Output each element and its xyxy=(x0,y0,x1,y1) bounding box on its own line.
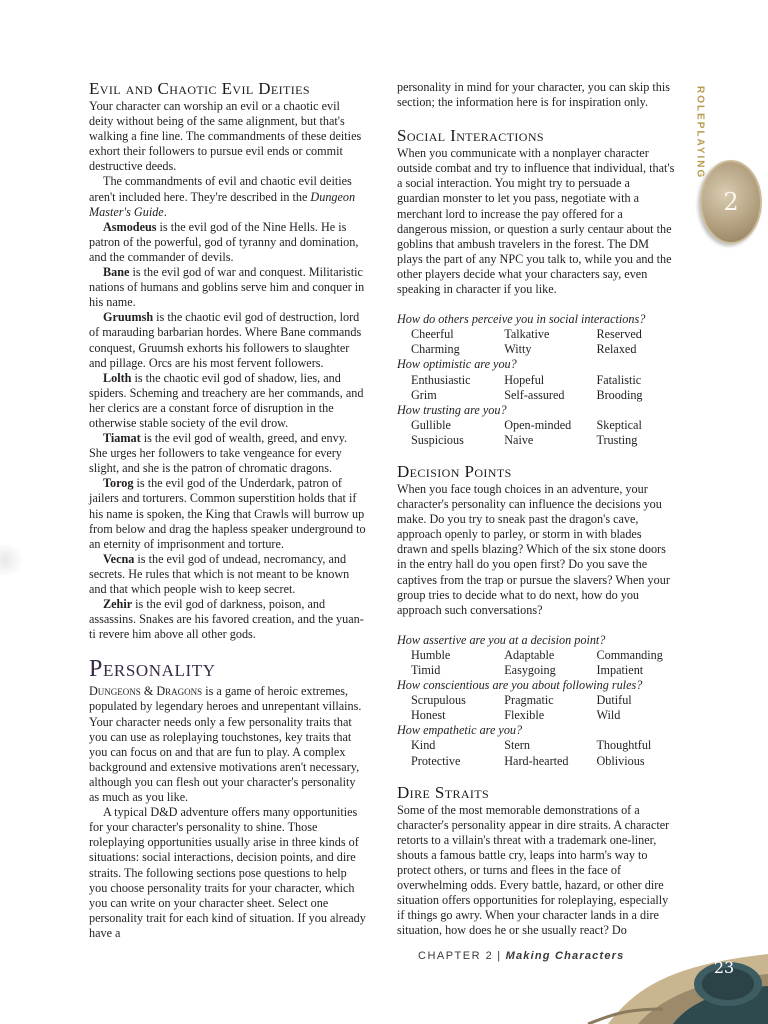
decision-questions xyxy=(397,633,675,769)
trait-row xyxy=(397,754,675,769)
trait-option: Grim xyxy=(411,387,437,402)
deity-name: Torog xyxy=(103,476,134,491)
trait-option: Hard-hearted xyxy=(504,753,569,768)
trait-option: Adaptable xyxy=(504,647,555,662)
trait-option: Dutiful xyxy=(596,693,632,708)
deity-name: Lolth xyxy=(103,370,132,385)
deity-description: is the evil god of wealth, greed, and envy. She urges her followers to take vengeance for every slight, and she is the patron of chromatic dragons. xyxy=(89,431,348,476)
trait-question: How conscientious are you about following rules? xyxy=(397,678,643,693)
trait-option: Impatient xyxy=(596,663,644,677)
deity-name: Vecna xyxy=(103,551,135,566)
trait-option: Wild xyxy=(596,708,621,723)
trait-option: Self-assured xyxy=(504,387,565,402)
trait-option: Kind xyxy=(411,738,436,753)
section-tab-label: ROLEPLAYING xyxy=(694,86,706,180)
personality-heading: Personality xyxy=(89,656,216,683)
trait-row xyxy=(397,373,675,388)
deity-entry xyxy=(89,265,366,310)
trait-question: How assertive are you at a decision point? xyxy=(397,632,606,647)
page-number: 23 xyxy=(713,958,735,977)
trait-row xyxy=(397,738,675,753)
trait-option: Witty xyxy=(504,342,532,357)
deity-name: Bane xyxy=(103,265,130,280)
deity-entry xyxy=(89,431,366,476)
deity-name: Tiamat xyxy=(103,431,141,446)
trait-option: Flexible xyxy=(504,708,545,723)
chapter-medallion xyxy=(700,160,762,244)
trait-option: Enthusiastic xyxy=(411,372,471,387)
trait-row xyxy=(397,418,675,433)
deity-description: is the evil god of the Nine Hells. He is patron of the powerful, god of tyranny and domination, and the commander of devils. xyxy=(89,219,359,264)
deity-entry xyxy=(89,476,366,551)
trait-option: Charming xyxy=(411,342,460,357)
trait-option: Cheerful xyxy=(411,327,454,342)
deity-entry xyxy=(89,310,366,370)
deity-description: is the evil god of undead, necromancy, and secrets. He rules that which is not meant to be known and that which people wish to keep secret. xyxy=(89,551,350,596)
trait-option: Scrupulous xyxy=(411,693,466,708)
deity-description: is the chaotic evil god of destruction, lord of marauding barbarian hordes. Where Bane commands conquest, Gruumsh exhorts his followers to slaughter and pillage. Orcs are his most fervent followers. xyxy=(89,310,362,370)
deity-name: Zehir xyxy=(103,597,133,612)
trait-option: Easygoing xyxy=(504,663,556,677)
decision-points-heading: Decision Points xyxy=(397,461,512,481)
trait-option: Stern xyxy=(504,738,530,753)
trait-row xyxy=(397,433,675,448)
trait-row xyxy=(397,708,675,723)
trait-option: Talkative xyxy=(504,327,550,342)
trait-option: Pragmatic xyxy=(504,693,554,708)
trait-option: Open-minded xyxy=(504,417,572,432)
chapter-number: 2 xyxy=(723,188,739,216)
deity-entry xyxy=(89,220,366,265)
dire-straits-text: Some of the most memorable demonstrations of a character's personality appear in dire straits. A character retorts to a villain's threat with a trademark one-liner, shouts a famous battle cry, leaps into harm's way to protect others, or turns and flees in the face of overwhelming odds. Every battle, hazard, or other dire situation offers opportunities for roleplaying, especially if things go awry. When your character lands in a dire situation, how does he or she usually react? Do xyxy=(397,802,670,938)
trait-row xyxy=(397,327,675,342)
trait-option: Relaxed xyxy=(596,342,637,357)
trait-option: Thoughtful xyxy=(596,738,652,753)
footer-chapter: CHAPTER 2 xyxy=(418,950,494,962)
trait-option: Naive xyxy=(504,432,534,447)
personality-situations: A typical D&D adventure offers many opportunities for your character's personality to shine. Those roleplaying opportunities usually arise in three kinds of situations: social interactions, decision points, and dire straits. The following sections pose questions to help you choose personality traits for your character, which you can write on your character sheet. Select one personality trait for each kind of situation. If you already have a xyxy=(89,805,366,940)
evil-deities-intro: Your character can worship an evil or a chaotic evil deity without being of the same alignment, but that's walking a fine line. The commandments of these deities exhort their followers to pursue evil ends or commit destructive deeds. xyxy=(89,99,362,174)
evil-deities-note: The commandments of evil and chaotic evil deities aren't included here. They're described in the Dungeon Master's Guide. xyxy=(89,174,356,219)
trait-option: Brooding xyxy=(596,387,643,402)
footer-separator: | xyxy=(497,950,502,962)
deity-entry xyxy=(89,597,366,642)
evil-deities-heading: Evil and Chaotic Evil Deities xyxy=(89,79,310,98)
trait-row xyxy=(397,388,675,403)
trait-option: Trusting xyxy=(596,432,638,447)
decision-points-text: When you face tough choices in an adventure, your character's personality can influence the decisions you make. Do you try to sneak past the dragon's cave, approach openly to parley, or storm in with blades drawn and spells blazing? Which of the six stone doors in the entry hall do you open first? Do you save the captives from the trap or pursue the slavers? When your group tries to decide what to do next, how do you approach such conversations? xyxy=(397,481,670,617)
trait-option: Skeptical xyxy=(596,417,642,432)
trait-option: Protective xyxy=(411,753,461,768)
left-column xyxy=(89,80,366,941)
trait-option: Hopeful xyxy=(504,372,545,387)
deity-entry xyxy=(89,371,366,431)
trait-option: Honest xyxy=(411,708,446,723)
deity-description: is the chaotic evil god of shadow, lies, and spiders. Scheming and treachery are her commands, and her clerics are a constant force of disruption in the otherwise stable society of the evil drow. xyxy=(89,370,364,430)
trait-option: Gullible xyxy=(411,417,451,432)
social-questions xyxy=(397,312,675,448)
game-title: Dungeons & Dragons xyxy=(89,684,203,699)
trait-question: How empathetic are you? xyxy=(397,723,523,738)
trait-row xyxy=(397,342,675,357)
right-column xyxy=(397,80,675,939)
trait-option: Reserved xyxy=(596,327,642,342)
footer-title: Making Characters xyxy=(505,950,625,962)
dmg-reference: Dungeon Master's Guide xyxy=(89,189,356,219)
deity-description: is the evil god of the Underdark, patron of jailers and torturers. Common superstition holds that if his name is spoken, the King that Crawls will burrow up from below and drag the hapless speaker underground to an eternity of imprisonment and torture. xyxy=(89,476,366,551)
trait-row xyxy=(397,648,675,663)
page-smudge xyxy=(0,545,26,575)
trait-row xyxy=(397,693,675,708)
trait-row xyxy=(397,663,675,678)
personality-continuation: personality in mind for your character, you can skip this section; the information here is for inspiration only. xyxy=(397,80,670,110)
deity-name: Gruumsh xyxy=(103,310,154,325)
social-interactions-heading: Social Interactions xyxy=(397,126,544,146)
deity-name: Asmodeus xyxy=(103,219,157,234)
deity-description: is the evil god of war and conquest. Militaristic nations of humans and goblins serve him and conquer in his name. xyxy=(89,265,365,310)
trait-option: Fatalistic xyxy=(596,372,642,387)
social-interactions-text: When you communicate with a nonplayer character outside combat and try to influence that individual, that's a social interaction. You might try to persuade a guardian monster to let you pass, negotiate with a merchant lord to increase the pay offered for a dangerous mission, or question a surly centaur about the goblins that ambush travelers in the forest. The DM plays the part of any NPC you talk to, while you and the other players decide what your characters say, even speaking in character if you like. xyxy=(397,146,675,297)
dire-straits-heading: Dire Straits xyxy=(397,782,490,802)
trait-question: How trusting are you? xyxy=(397,402,507,417)
deity-description: is the evil god of darkness, poison, and assassins. Snakes are his favored creation, and the yuan-ti revere him above all other gods. xyxy=(89,597,364,642)
trait-question: How optimistic are you? xyxy=(397,357,517,372)
trait-option: Oblivious xyxy=(596,753,645,768)
deity-list xyxy=(89,220,366,643)
trait-question: How do others perceive you in social interactions? xyxy=(397,312,646,327)
trait-option: Commanding xyxy=(596,647,663,662)
trait-option: Timid xyxy=(411,663,441,677)
personality-intro: Dungeons & Dragons is a game of heroic extremes, populated by legendary heroes and unrepentant villains. Your character needs only a few personality traits that you can use as roleplaying touchstones, key traits that you can focus on and that are fun to play. A complex background and extensive motivations aren't necessary, although you can flesh out your character's personality as much as you like. xyxy=(89,684,362,805)
deity-entry xyxy=(89,552,366,597)
trait-option: Humble xyxy=(411,647,451,662)
trait-option: Suspicious xyxy=(411,432,464,447)
